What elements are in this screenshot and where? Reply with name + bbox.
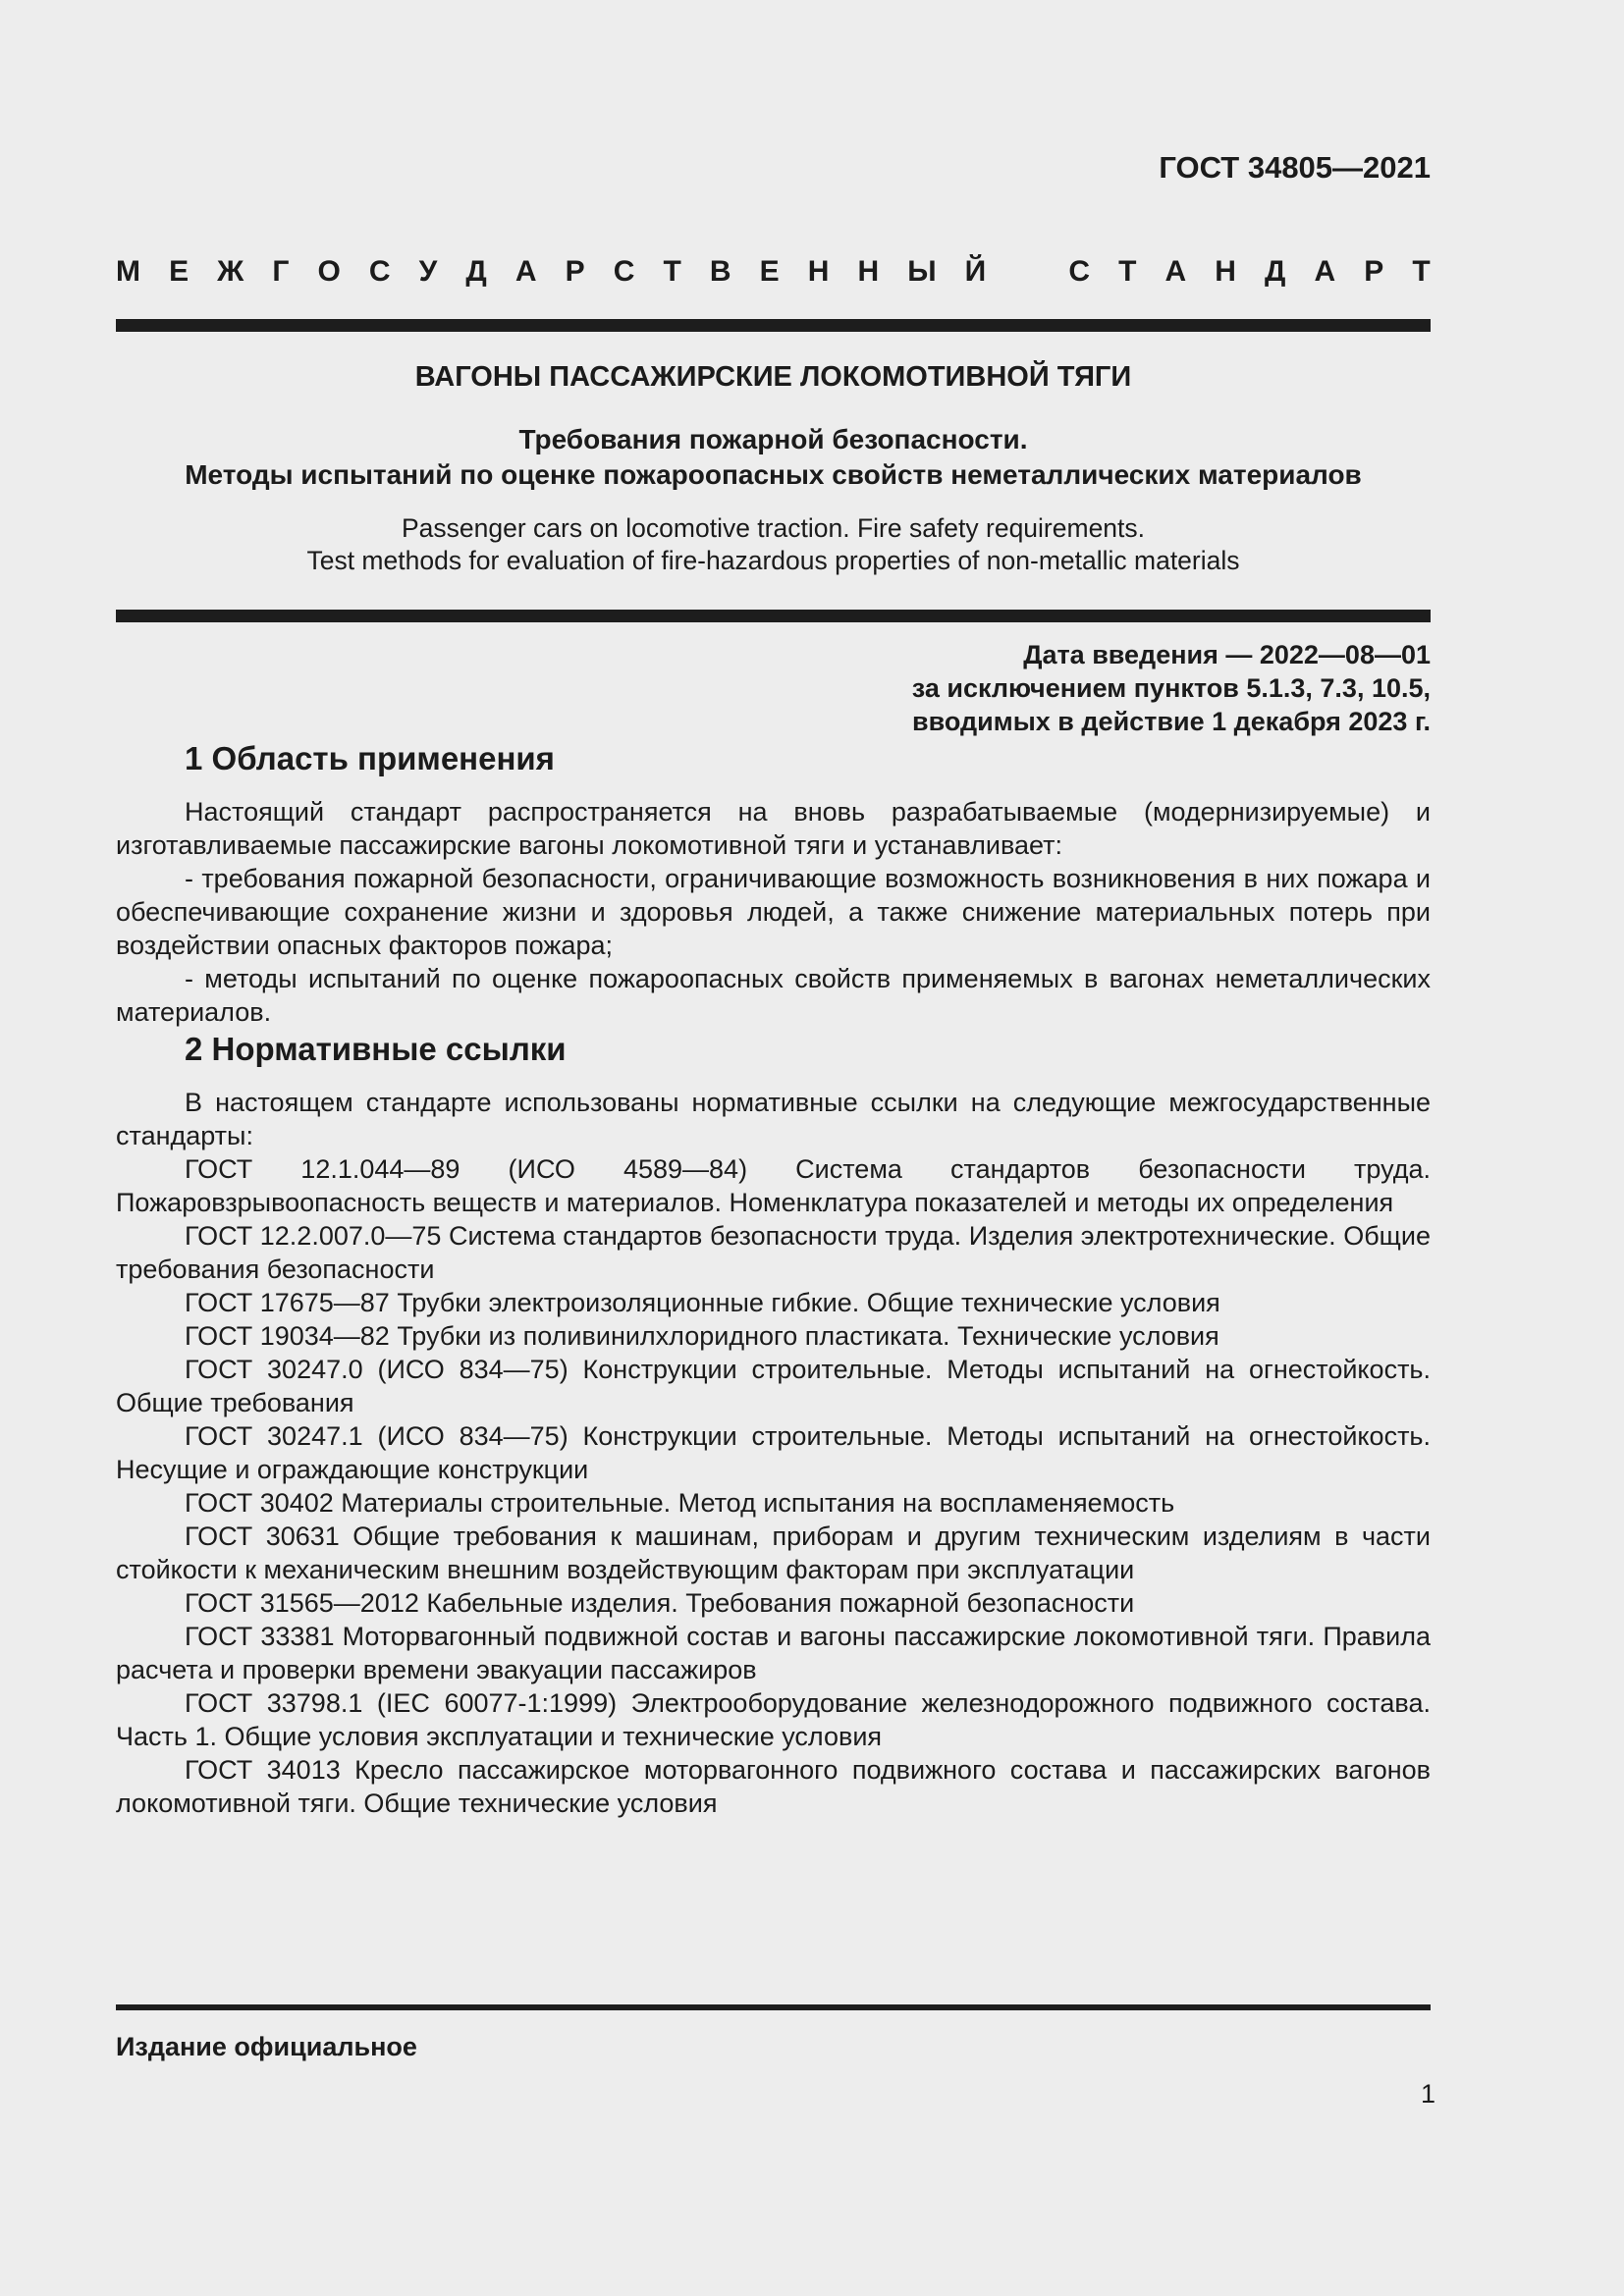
section-1-heading: 1 Область применения	[185, 740, 555, 776]
document-title-ru: ВАГОНЫ ПАССАЖИРСКИЕ ЛОКОМОТИВНОЙ ТЯГИ	[414, 361, 1132, 393]
section-2-paragraph: В настоящем стандарте использованы нормативные ссылки на следующие межгосударственные стандарты:	[116, 1088, 1431, 1150]
introduction-date-line1: Дата введения — 2022—08—01	[1023, 640, 1431, 669]
subtitle-ru-line2: Методы испытаний по оценке пожароопасных свойств неметаллических материалов	[185, 459, 1362, 490]
document-subtitle-ru	[116, 422, 1431, 493]
title-en-line1: Passenger cars on locomotive traction. Fire safety requirements.	[401, 513, 1146, 543]
introduction-date-line2: за исключением пунктов 5.1.3, 7.3, 10.5,	[911, 673, 1431, 703]
section-2-heading: 2 Нормативные ссылки	[185, 1031, 567, 1067]
edition-note: Издание официальное	[116, 2032, 417, 2061]
title-divider-rule	[116, 610, 1431, 622]
header-divider-rule	[116, 319, 1431, 332]
gost-reference-item: ГОСТ 34013 Кресло пассажирское моторвагонного подвижного состава и пассажирских вагонов локомотивной тяги. Общие технические условия	[116, 1755, 1431, 1818]
introduction-date-line3: вводимых в действие 1 декабря 2023 г.	[912, 707, 1431, 736]
section-2-body	[116, 1086, 1431, 1820]
gost-reference-item: ГОСТ 30631 Общие требования к машинам, приборам и другим техническим изделиям в части стойкости к механическим внешним воздействующим факторам при эксплуатации	[116, 1522, 1431, 1584]
section-1-paragraph: Настоящий стандарт распространяется на вновь разрабатываемые (модернизируемые) и изготавливаемые пассажирские вагоны локомотивной тяги и устанавливает:	[116, 797, 1431, 860]
gost-reference-item: ГОСТ 30247.1 (ИСО 834—75) Конструкции строительные. Методы испытаний на огнестойкость. Несущие и ограждающие конструкции	[116, 1421, 1431, 1484]
page-number: 1	[1420, 2079, 1435, 2109]
gost-reference-item: ГОСТ 31565—2012 Кабельные изделия. Требования пожарной безопасности	[185, 1588, 1135, 1618]
section-1-paragraph: - требования пожарной безопасности, ограничивающие возможность возникновения в них пожара и обеспечивающие сохранение жизни и здоровья людей, а также снижение материальных потерь при воздействии опасных факторов пожара;	[116, 864, 1431, 960]
subtitle-ru-line1: Требования пожарной безопасности.	[518, 424, 1028, 454]
gost-reference-item: ГОСТ 30247.0 (ИСО 834—75) Конструкции строительные. Методы испытаний на огнестойкость. Общие требования	[116, 1355, 1431, 1417]
introduction-date-block	[116, 638, 1431, 738]
gost-reference-item: ГОСТ 19034—82 Трубки из поливинилхлоридного пластиката. Технические условия	[185, 1321, 1219, 1351]
section-1-body	[116, 795, 1431, 1029]
gost-reference-item: ГОСТ 12.1.044—89 (ИСО 4589—84) Система стандартов безопасности труда. Пожаровзрывоопасность веществ и материалов. Номенклатура показателей и методы их определения	[116, 1154, 1431, 1217]
section-1-paragraph: - методы испытаний по оценке пожароопасных свойств применяемых в вагонах неметаллических материалов.	[116, 964, 1431, 1027]
standard-type-heading: М Е Ж Г О С У Д А Р С Т В Е Н Н Ы Й С Т А Н Д А Р Т	[116, 255, 1431, 288]
title-en-line2: Test methods for evaluation of fire-hazardous properties of non-metallic materials	[306, 546, 1240, 575]
gost-reference-item: ГОСТ 33798.1 (IEC 60077-1:1999) Электрооборудование железнодорожного подвижного состава. Часть 1. Общие условия эксплуатации и технические условия	[116, 1688, 1431, 1751]
footer-divider-rule	[116, 2004, 1431, 2010]
gost-reference-item: ГОСТ 12.2.007.0—75 Система стандартов безопасности труда. Изделия электротехнические. Общие требования безопасности	[116, 1221, 1431, 1284]
doc-number: ГОСТ 34805—2021	[1159, 150, 1431, 185]
gost-reference-item: ГОСТ 30402 Материалы строительные. Метод испытания на воспламеняемость	[185, 1488, 1175, 1518]
gost-reference-item: ГОСТ 17675—87 Трубки электроизоляционные гибкие. Общие технические условия	[185, 1288, 1220, 1317]
gost-reference-item: ГОСТ 33381 Моторвагонный подвижной состав и вагоны пассажирские локомотивной тяги. Правила расчета и проверки времени эвакуации пассажиров	[116, 1622, 1431, 1684]
document-title-en	[116, 512, 1431, 577]
